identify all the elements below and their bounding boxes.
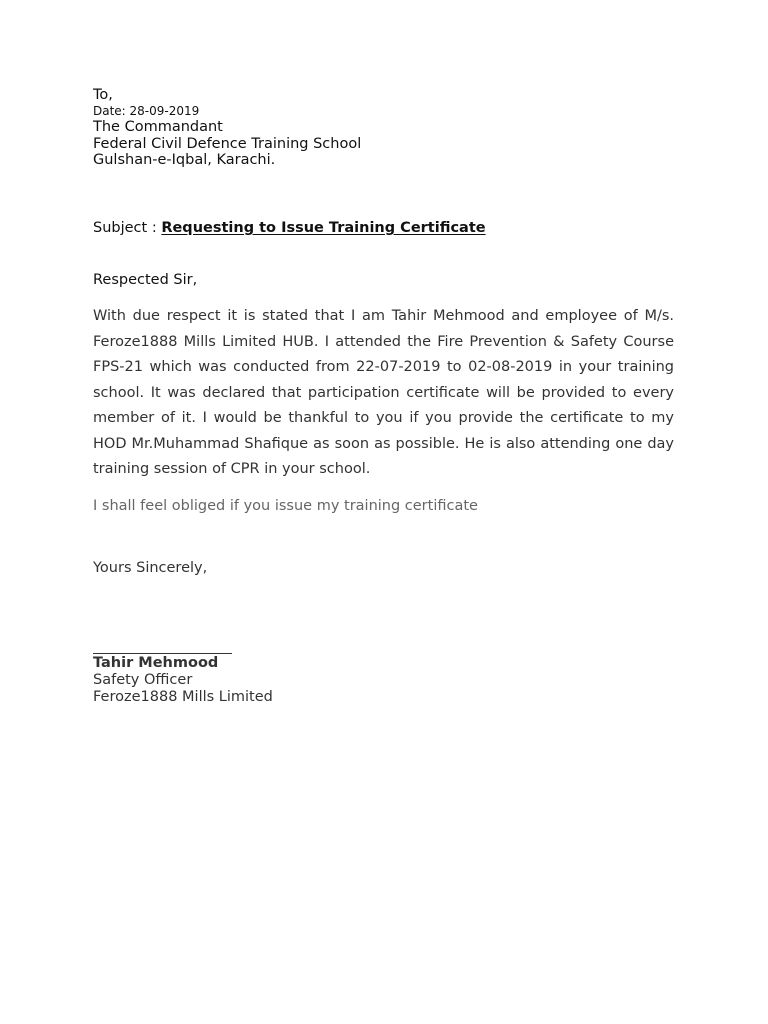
signer-title: Safety Officer <box>93 671 193 688</box>
signer-block <box>93 655 273 705</box>
signer-company: Feroze1888 Mills Limited <box>93 688 273 705</box>
salutation: Respected Sir, <box>93 272 198 288</box>
subject-text: Requesting to Issue Training Certificate <box>161 220 486 236</box>
signer-name: Tahir Mehmood <box>93 655 219 671</box>
subject-label: Subject : <box>93 220 162 236</box>
body-paragraph: With due respect it is stated that I am Tahir Mehmood and employee of M/s. Feroze1888 Mills Limited HUB. I attended the Fire Prevention & Safety Course FPS-21 which was conducted from 22-07-2019 to 02-08-2019 in your training school. It was declared that participation certificate will be provided to every member of it. I would be thankful to you if you provide the certificate to my HOD Mr.Muhammad Shafique as soon as possible. He is also attending one day training session of CPR in your school. <box>93 308 674 477</box>
closing-line: I shall feel obliged if you issue my training certificate <box>93 498 478 514</box>
recipient-line-1: The Commandant <box>93 119 223 135</box>
subject-line <box>93 220 486 236</box>
signature-line <box>93 653 232 654</box>
valediction: Yours Sincerely, <box>93 560 208 576</box>
recipient-address <box>93 119 361 169</box>
to-label: To, <box>93 87 113 103</box>
recipient-line-2: Federal Civil Defence Training School <box>93 135 362 152</box>
letter-date: Date: 28-09-2019 <box>93 104 200 118</box>
recipient-line-3: Gulshan-e-Iqbal, Karachi. <box>93 152 276 168</box>
